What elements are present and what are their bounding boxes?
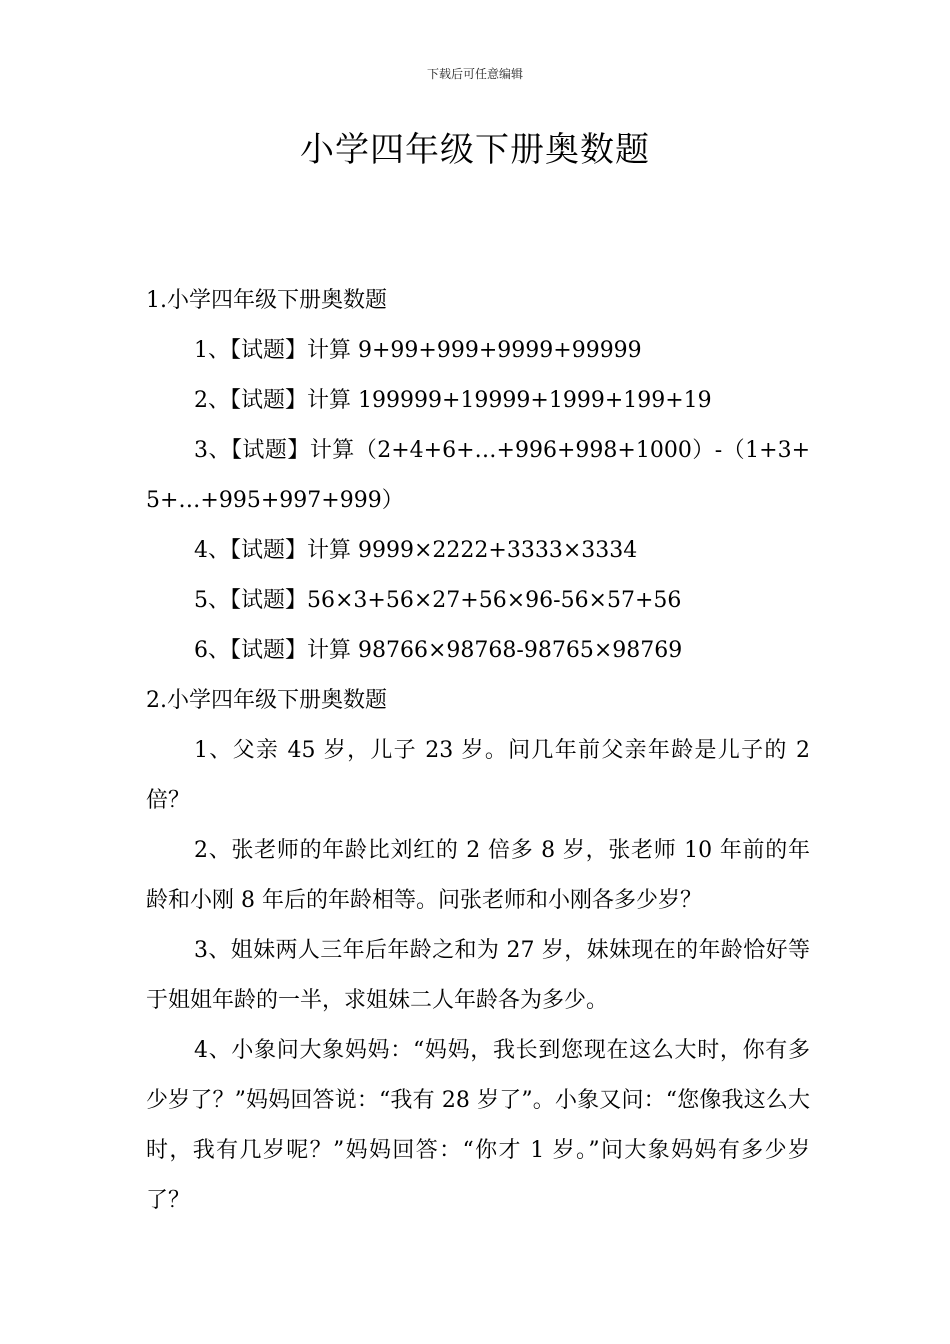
question-item: 4、【试题】计算 9999×2222+3333×3334 xyxy=(194,538,638,563)
question-item: 1、【试题】计算 9+99+999+9999+99999 xyxy=(194,338,642,363)
question-item: 2、【试题】计算 199999+19999+1999+199+19 xyxy=(194,388,712,413)
question-item: 3、姐妹两人三年后年龄之和为 27 岁，妹妹现在的年龄恰好等于姐姐年龄的一半，求姐妹二人年龄各为多少。 xyxy=(146,938,810,1013)
question-item: 3、【试题】计算（2+4+6+…+996+998+1000）-（1+3+5+…+995+997+999） xyxy=(146,438,810,513)
section-1 xyxy=(146,276,810,676)
question-item: 2、张老师的年龄比刘红的 2 倍多 8 岁，张老师 10 年前的年龄和小刚 8 年后的年龄相等。问张老师和小刚各多少岁？ xyxy=(146,838,810,913)
section-2 xyxy=(146,676,810,1226)
section-heading: 1.小学四年级下册奥数题 xyxy=(146,288,387,313)
question-item: 6、【试题】计算 98766×98768-98765×98769 xyxy=(194,638,683,663)
question-item: 4、小象问大象妈妈：“妈妈，我长到您现在这么大时，你有多少岁了？”妈妈回答说：“我有 28 岁了”。小象又问：“您像我这么大时，我有几岁呢？”妈妈回答：“你才 1 岁。”问大象妈妈有多少岁了？ xyxy=(146,1038,810,1213)
question-item: 1、父亲 45 岁，儿子 23 岁。问几年前父亲年龄是儿子的 2 倍？ xyxy=(146,738,810,813)
page-title: 小学四年级下册奥数题 xyxy=(300,130,650,170)
question-item: 5、【试题】56×3+56×27+56×96-56×57+56 xyxy=(194,588,682,613)
section-heading: 2.小学四年级下册奥数题 xyxy=(146,688,387,713)
document-body xyxy=(146,276,810,1226)
header-note: 下载后可任意编辑 xyxy=(426,67,523,81)
